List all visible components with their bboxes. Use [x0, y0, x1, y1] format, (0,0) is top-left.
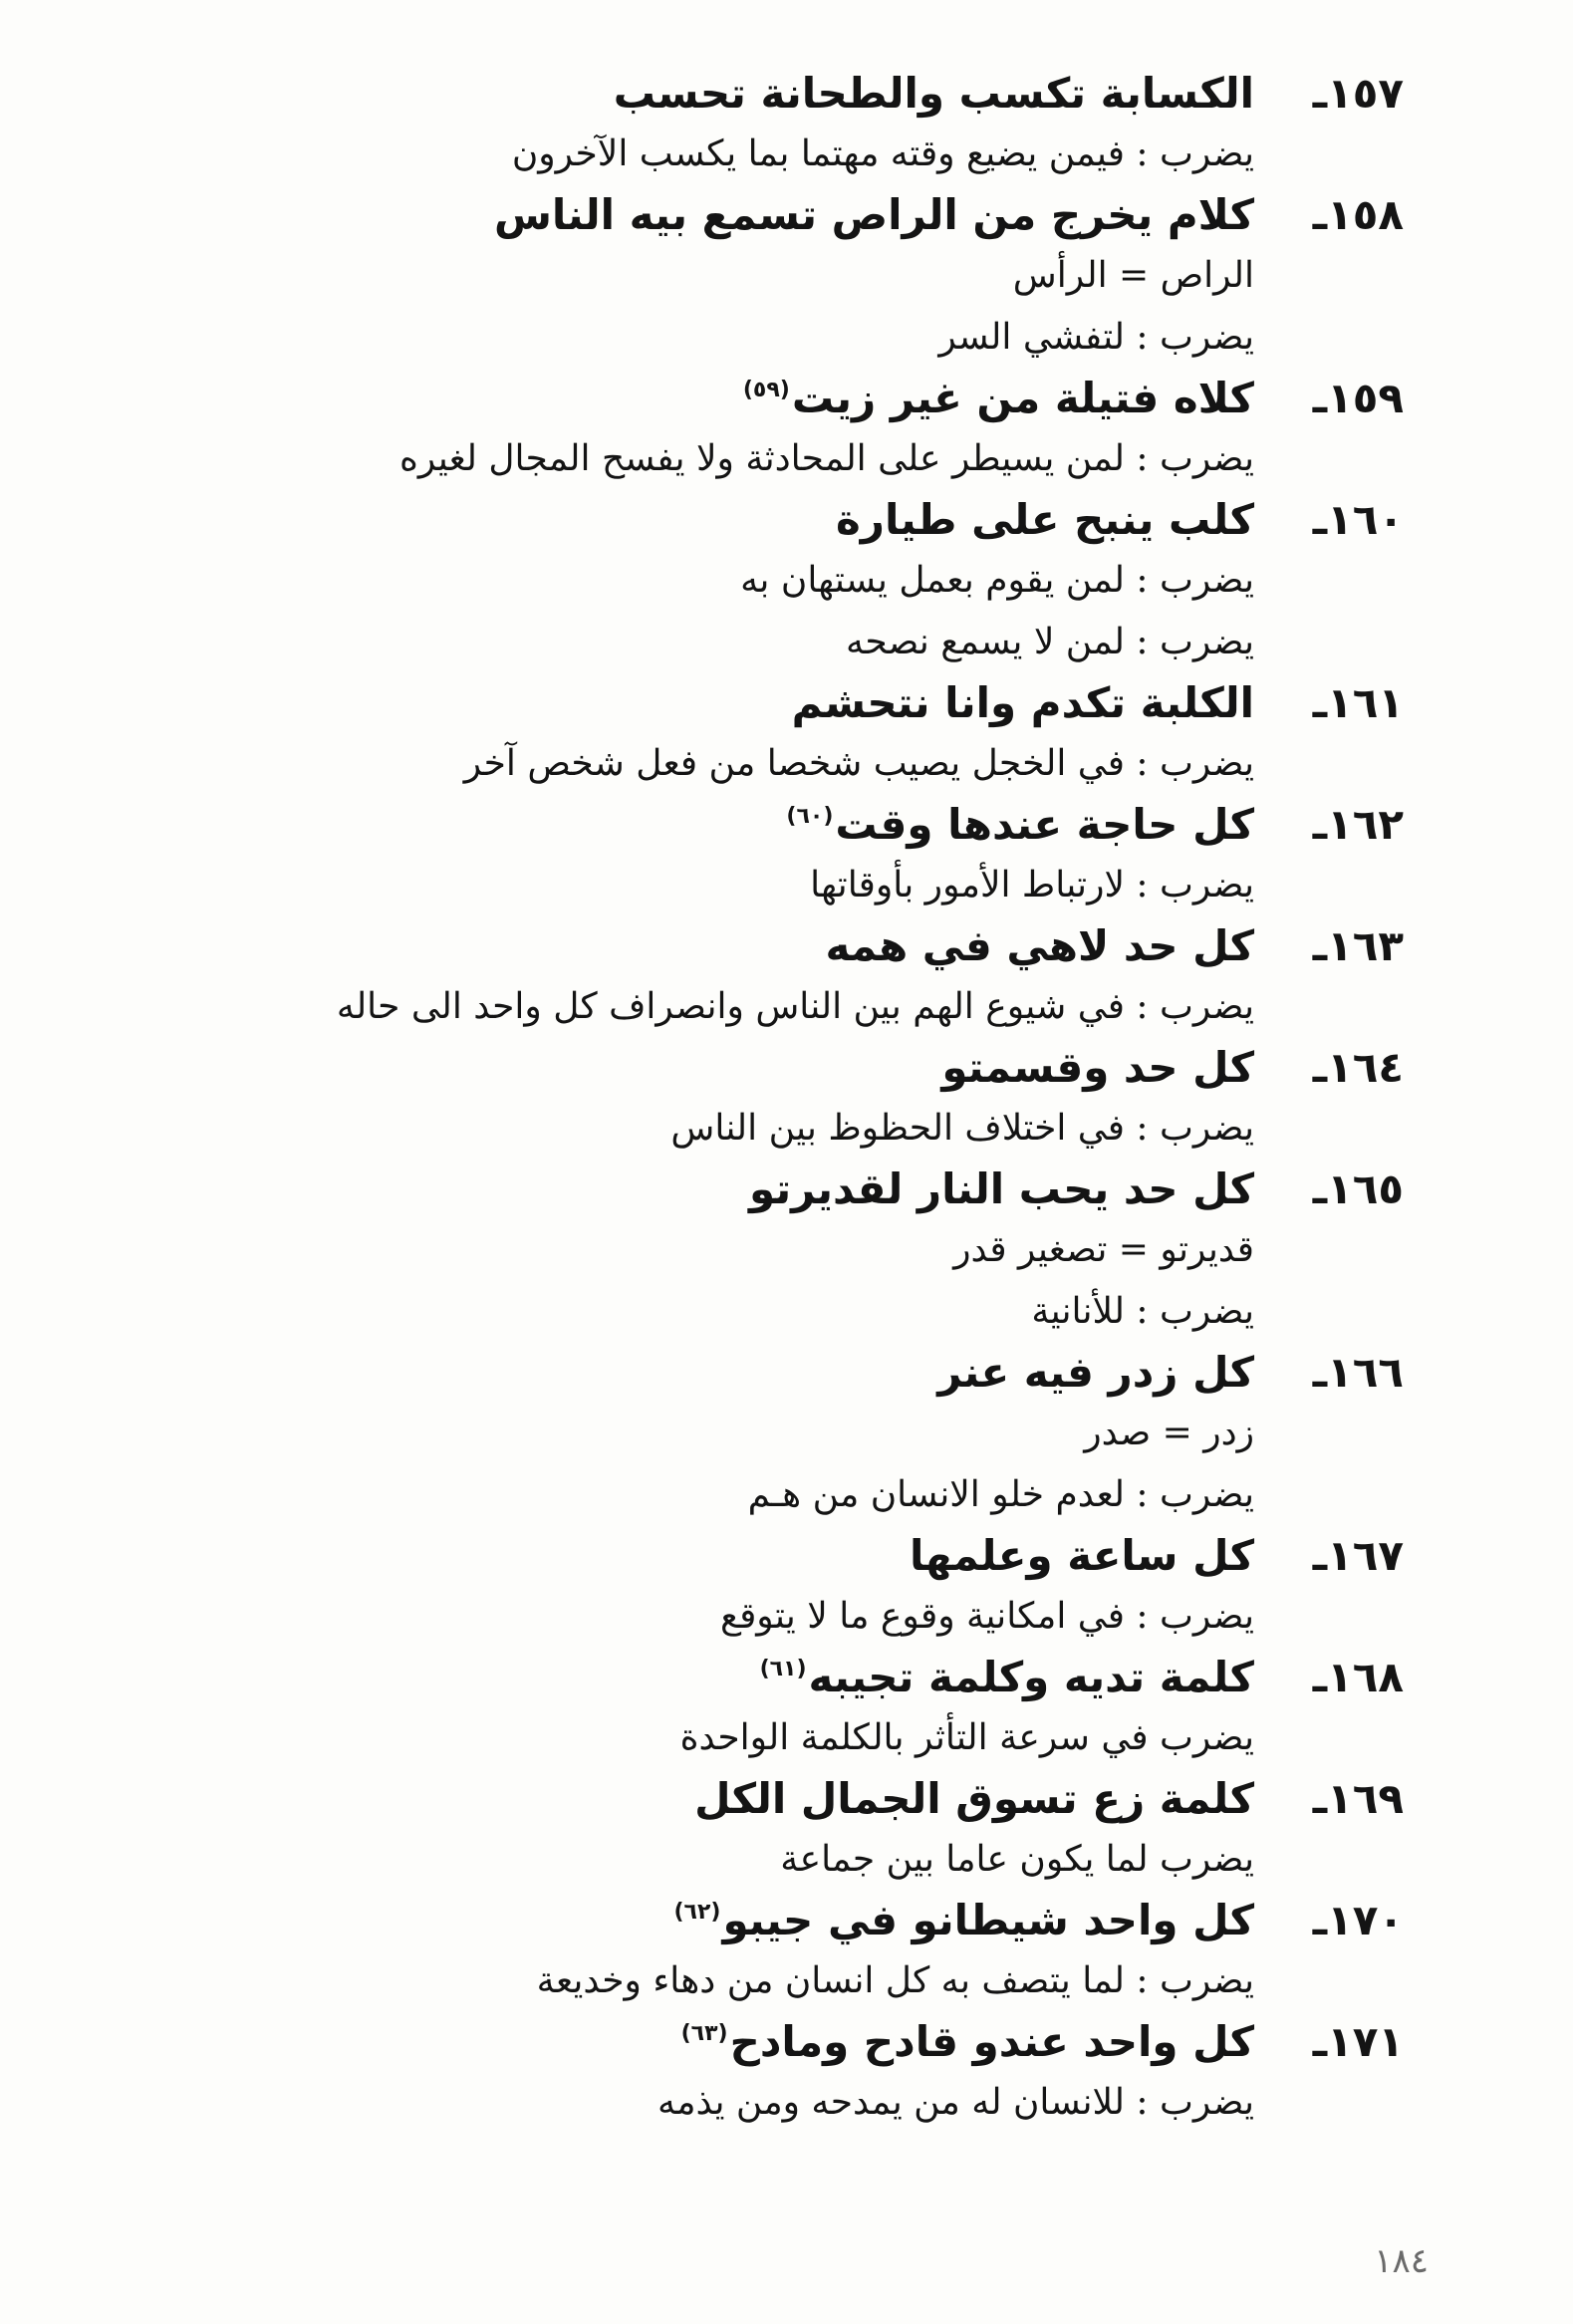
proverbs-list [79, 64, 1404, 2134]
page-number: ١٨٤ [1374, 2241, 1429, 2281]
proverb-number: ١٦٨ـ [1312, 1653, 1404, 1701]
proverb-number: ١٥٩ـ [1312, 374, 1404, 422]
proverb-number: ١٦١ـ [1312, 678, 1404, 727]
proverb-heading [79, 916, 1404, 976]
proverb-entry [79, 1769, 1404, 1891]
proverb-heading [79, 1648, 1404, 1707]
proverb-number: ١٥٧ـ [1312, 69, 1404, 118]
proverb-entry [79, 1038, 1404, 1160]
proverb-explanation: يضرب في سرعة التأثر بالكلمة الواحدة [679, 1717, 1254, 1758]
proverb-title: كل زدر فيه عنر [937, 1348, 1254, 1397]
proverb-number: ١٦٥ـ [1312, 1164, 1404, 1213]
proverb-explanation: يضرب : في شيوع الهم بين الناس وانصراف كل واحد الى حاله [336, 986, 1254, 1027]
proverb-entry [79, 490, 1404, 673]
proverb-heading [79, 1160, 1404, 1219]
proverb-entry [79, 1160, 1404, 1343]
proverb-entry [79, 1648, 1404, 1769]
proverb-title: كل واحد عندو قادح ومادح [729, 2017, 1254, 2066]
proverb-entry [79, 1343, 1404, 1526]
proverb-heading [79, 673, 1404, 733]
proverb-title: كل حد وقسمتو [941, 1043, 1254, 1092]
proverb-entry [79, 916, 1404, 1038]
proverb-explanation: يضرب : لتفشي السر [938, 317, 1254, 358]
proverb-entry [79, 673, 1404, 795]
proverb-explanation: يضرب : للأنانية [1031, 1291, 1254, 1332]
proverb-gloss: قديرتو = تصغير قدر [953, 1229, 1254, 1270]
proverb-title: كلام يخرج من الراص تسمع بيه الناس [493, 190, 1254, 239]
proverb-explanation: يضرب : للانسان له من يمدحه ومن يذمه [656, 2082, 1254, 2123]
proverb-title: كل واحد شيطانو في جيبو [722, 1896, 1254, 1944]
proverb-entry [79, 1891, 1404, 2012]
proverb-number: ١٦٦ـ [1312, 1348, 1404, 1397]
proverb-entry [79, 185, 1404, 369]
footnote-marker: (٦٠) [786, 804, 834, 829]
proverb-title: كلب ينبح على طيارة [836, 495, 1254, 544]
proverb-entry [79, 2012, 1404, 2134]
proverb-explanation: يضرب : لمن يقوم بعمل يستهان به [740, 560, 1254, 601]
proverb-number: ١٦٠ـ [1312, 495, 1404, 544]
proverb-heading [79, 1891, 1404, 1950]
proverb-explanation: يضرب : في الخجل يصيب شخصا من فعل شخص آخر [463, 743, 1254, 784]
proverb-heading [79, 64, 1404, 124]
proverb-title: كل حد لاهي في همه [825, 921, 1254, 970]
proverb-entry [79, 369, 1404, 490]
proverb-heading [79, 1769, 1404, 1829]
proverb-gloss: الراص = الرأس [1012, 255, 1254, 296]
proverb-explanation: يضرب : لما يتصف به كل انسان من دهاء وخديعة [536, 1960, 1254, 2001]
proverb-title: الكسابة تكسب والطحانة تحسب [613, 69, 1254, 118]
proverb-explanation: يضرب : فيمن يضيع وقته مهتما بما يكسب الآخرون [511, 133, 1254, 174]
proverb-number: ١٦٣ـ [1312, 921, 1404, 970]
proverb-heading [79, 795, 1404, 855]
footnote-marker: (٦٢) [673, 1900, 721, 1925]
proverb-entry [79, 795, 1404, 916]
proverb-title: كل ساعة وعلمها [910, 1531, 1254, 1580]
proverb-explanation: يضرب : لمن يسيطر على المحادثة ولا يفسح المجال لغيره [398, 438, 1254, 479]
footnote-marker: (٥٩) [742, 378, 790, 402]
proverb-number: ١٧١ـ [1312, 2017, 1404, 2066]
proverb-entry [79, 64, 1404, 185]
proverb-heading [79, 1343, 1404, 1403]
proverb-explanation: يضرب : في امكانية وقوع ما لا يتوقع [719, 1596, 1254, 1637]
proverb-title: كل حاجة عندها وقت [835, 800, 1254, 849]
footnote-marker: (٦٣) [680, 2021, 728, 2046]
proverb-heading [79, 185, 1404, 245]
proverb-heading [79, 2012, 1404, 2072]
proverb-title: كلاه فتيلة من غير زيت [791, 374, 1254, 422]
proverb-gloss: زدر = صدر [1084, 1413, 1254, 1453]
proverb-explanation: يضرب : لمن لا يسمع نصحه [846, 622, 1254, 662]
proverb-title: كل حد يحب النار لقديرتو [749, 1164, 1254, 1213]
proverb-heading [79, 1038, 1404, 1098]
proverb-heading [79, 369, 1404, 428]
proverb-heading [79, 490, 1404, 550]
proverb-explanation: يضرب : لعدم خلو الانسان من هـم [747, 1474, 1254, 1515]
proverb-title: كلمة زع تسوق الجمال الكل [694, 1774, 1254, 1823]
proverb-number: ١٦٩ـ [1312, 1774, 1404, 1823]
proverb-number: ١٦٢ـ [1312, 800, 1404, 849]
proverb-explanation: يضرب لما يكون عاما بين جماعة [780, 1839, 1254, 1880]
footnote-marker: (٦١) [759, 1657, 807, 1681]
proverb-number: ١٧٠ـ [1312, 1896, 1404, 1944]
proverb-heading [79, 1526, 1404, 1586]
proverb-explanation: يضرب : لارتباط الأمور بأوقاتها [810, 865, 1254, 905]
proverb-number: ١٥٨ـ [1312, 190, 1404, 239]
proverb-title: كلمة تديه وكلمة تجيبه [808, 1653, 1254, 1701]
proverb-entry [79, 1526, 1404, 1648]
proverb-number: ١٦٤ـ [1312, 1043, 1404, 1092]
proverb-title: الكلبة تكدم وانا نتحشم [791, 678, 1254, 727]
proverb-explanation: يضرب : في اختلاف الحظوظ بين الناس [670, 1108, 1254, 1149]
proverb-number: ١٦٧ـ [1312, 1531, 1404, 1580]
